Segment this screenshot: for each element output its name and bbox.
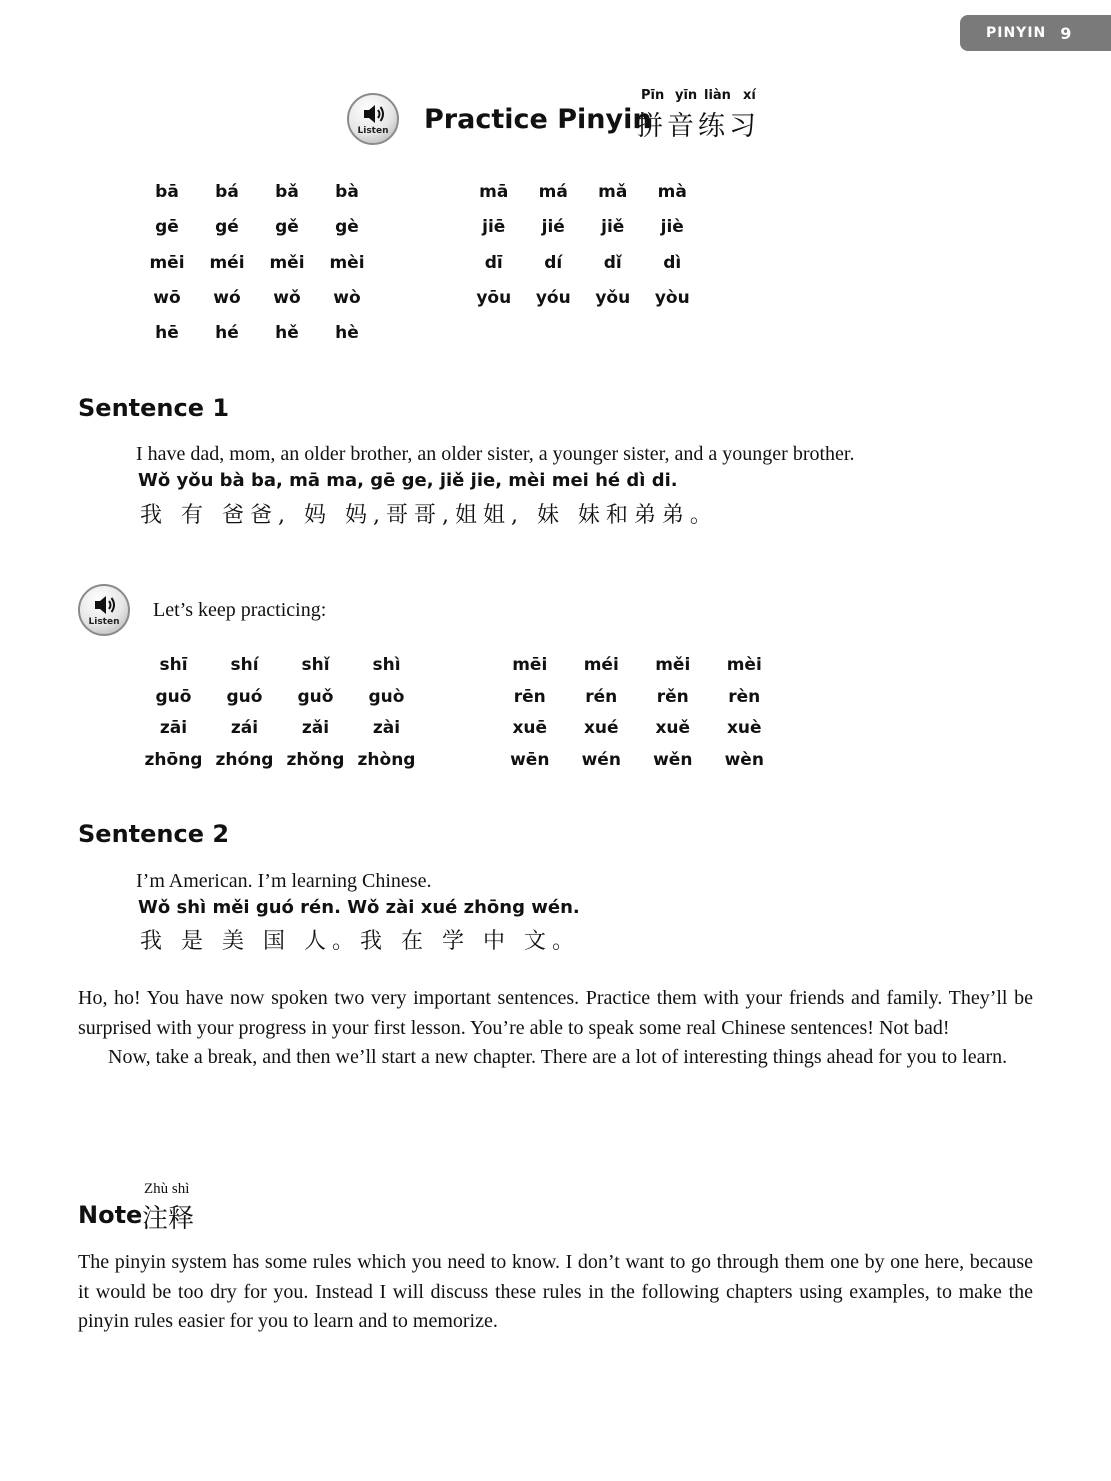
pinyin-syllable: guò	[368, 686, 405, 707]
pinyin-syllable: zái	[230, 718, 259, 738]
pinyin-syllable: xuè	[726, 718, 762, 738]
note-heading: Note	[78, 1201, 143, 1229]
pinyin-syllable: jié	[541, 217, 565, 238]
pinyin-syllable: guǒ	[297, 686, 334, 707]
page-tab	[960, 15, 1111, 51]
pinyin-syllable: jiē	[482, 217, 506, 238]
title-pinyin-1: Pīn	[641, 88, 665, 103]
pinyin-syllable: yòu	[654, 287, 690, 308]
pinyin-syllable: měi	[269, 252, 305, 273]
pinyin-syllable: dì	[663, 252, 682, 273]
pinyin-syllable: gě	[275, 217, 299, 238]
body-text	[78, 984, 1033, 1073]
pinyin-syllable: bā	[155, 182, 179, 202]
sentence-2-hanzi: 我 是 美 国 人。我 在 学 中 文。	[140, 929, 580, 954]
pinyin-syllable: jiě	[601, 217, 625, 238]
speaker-icon	[93, 594, 117, 616]
pinyin-grid-1-left	[137, 182, 377, 358]
sentence-1-heading: Sentence 1	[78, 394, 230, 422]
pinyin-syllable: má	[538, 182, 568, 202]
pinyin-syllable: xuě	[655, 718, 691, 738]
pinyin-syllable: mà	[657, 182, 687, 202]
pinyin-syllable: zhōng	[144, 749, 203, 770]
title-pinyin-4: xí	[743, 88, 756, 103]
pinyin-syllable: dí	[544, 252, 563, 273]
listen-button-2[interactable]	[78, 584, 130, 636]
pinyin-syllable: bà	[335, 182, 359, 202]
pinyin-syllable: mǎ	[598, 182, 628, 202]
pinyin-syllable: rēn	[513, 686, 546, 707]
pinyin-syllable: hě	[275, 323, 299, 344]
pinyin-syllable: shì	[372, 655, 401, 675]
pinyin-syllable: dī	[484, 252, 503, 273]
pinyin-syllable: xué	[583, 718, 619, 738]
pinyin-syllable: wěn	[653, 749, 693, 770]
pinyin-syllable: rěn	[656, 686, 689, 707]
note-pinyin: Zhù shì	[144, 1181, 190, 1197]
pinyin-syllable: guō	[155, 686, 192, 707]
pinyin-syllable: hè	[335, 323, 359, 344]
pinyin-syllable: wén	[581, 749, 621, 770]
section-label: PINYIN	[986, 25, 1047, 41]
sentence-2-english: I’m American. I’m learning Chinese.	[136, 870, 432, 892]
pinyin-syllable: zhóng	[215, 749, 274, 770]
pinyin-syllable: gē	[155, 217, 179, 238]
pinyin-syllable: xuē	[512, 718, 548, 738]
pinyin-syllable: hē	[155, 323, 179, 344]
pinyin-syllable: dǐ	[603, 252, 622, 273]
pinyin-syllable: zǎi	[301, 718, 330, 738]
title-hanzi: 拼音练习	[636, 111, 760, 142]
pinyin-syllable: shǐ	[301, 655, 330, 675]
pinyin-syllable: zhòng	[357, 749, 416, 770]
keep-practicing-text: Let’s keep practicing:	[153, 599, 327, 621]
note-text	[78, 1248, 1033, 1337]
pinyin-syllable: zài	[372, 718, 401, 738]
pinyin-syllable: mēi	[512, 655, 548, 675]
pinyin-syllable: rèn	[728, 686, 761, 707]
pinyin-grid-2-right	[494, 655, 780, 781]
pinyin-syllable: zāi	[159, 718, 188, 738]
sentence-2-pinyin: Wǒ shì měi guó rén. Wǒ zài xué zhōng wén.	[138, 897, 580, 918]
note-hanzi: 注释	[142, 1204, 195, 1234]
pinyin-syllable: wò	[333, 287, 361, 308]
pinyin-syllable: shí	[230, 655, 259, 675]
pinyin-syllable: shī	[159, 655, 188, 675]
page-number: 9	[1060, 23, 1073, 43]
sentence-2-heading: Sentence 2	[78, 820, 230, 848]
pinyin-syllable: mēi	[149, 252, 185, 273]
pinyin-syllable: zhǒng	[286, 749, 345, 770]
sentence-1-hanzi: 我 有 爸爸, 妈 妈,哥哥,姐姐, 妹 妹和弟弟。	[140, 503, 718, 528]
title-pinyin-2: yīn	[675, 88, 698, 103]
pinyin-syllable: mèi	[726, 655, 762, 675]
pinyin-syllable: yōu	[476, 287, 512, 308]
sentence-1-pinyin: Wǒ yǒu bà ba, mā ma, gē ge, jiě jie, mèi mei hé dì di.	[138, 470, 678, 491]
paragraph-2: Now, take a break, and then we’ll start a new chapter. There are a lot of interesting things ahead for you to learn.	[108, 1046, 1008, 1068]
pinyin-syllable: yǒu	[595, 287, 631, 308]
listen-label: Listen	[88, 617, 120, 627]
pinyin-syllable: gé	[215, 217, 239, 238]
pinyin-syllable: méi	[209, 252, 245, 273]
pinyin-syllable: wēn	[510, 749, 550, 770]
pinyin-syllable: mèi	[329, 252, 365, 273]
pinyin-grid-1-right	[464, 182, 702, 323]
title-pinyin-3: liàn	[704, 88, 731, 103]
pinyin-syllable: rén	[585, 686, 618, 707]
pinyin-syllable: bǎ	[275, 182, 299, 202]
sentence-1-english: I have dad, mom, an older brother, an older sister, a younger sister, and a younger brother.	[136, 443, 855, 465]
pinyin-syllable: wō	[153, 287, 181, 308]
note-paragraph: The pinyin system has some rules which you need to know. I don’t want to go through them one by one here, because it would be too dry for you. Instead I will discuss these rules in the following chapters using examples, to make the pinyin rules easier for you to learn and to memorize.	[78, 1251, 1033, 1332]
listen-label: Listen	[357, 126, 389, 136]
pinyin-syllable: wèn	[724, 749, 764, 770]
pinyin-syllable: měi	[655, 655, 691, 675]
pinyin-grid-2-left	[138, 655, 422, 781]
listen-button-1[interactable]	[347, 93, 399, 145]
pinyin-syllable: hé	[215, 323, 239, 344]
page-title: Practice Pinyin	[424, 104, 652, 135]
paragraph-1: Ho, ho! You have now spoken two very important sentences. Practice them with your friends and family. They’ll be surprised with your progress in your first lesson. You’re able to speak some real Chinese sentences! Not bad!	[78, 987, 1033, 1039]
pinyin-syllable: gè	[335, 217, 359, 238]
pinyin-syllable: yóu	[535, 287, 571, 308]
pinyin-syllable: jiè	[660, 217, 684, 238]
pinyin-syllable: wǒ	[273, 287, 301, 308]
pinyin-syllable: méi	[583, 655, 619, 675]
pinyin-syllable: guó	[226, 686, 263, 707]
pinyin-syllable: mā	[479, 182, 509, 202]
pinyin-syllable: bá	[215, 182, 239, 202]
pinyin-syllable: wó	[213, 287, 241, 308]
speaker-icon	[362, 103, 386, 125]
